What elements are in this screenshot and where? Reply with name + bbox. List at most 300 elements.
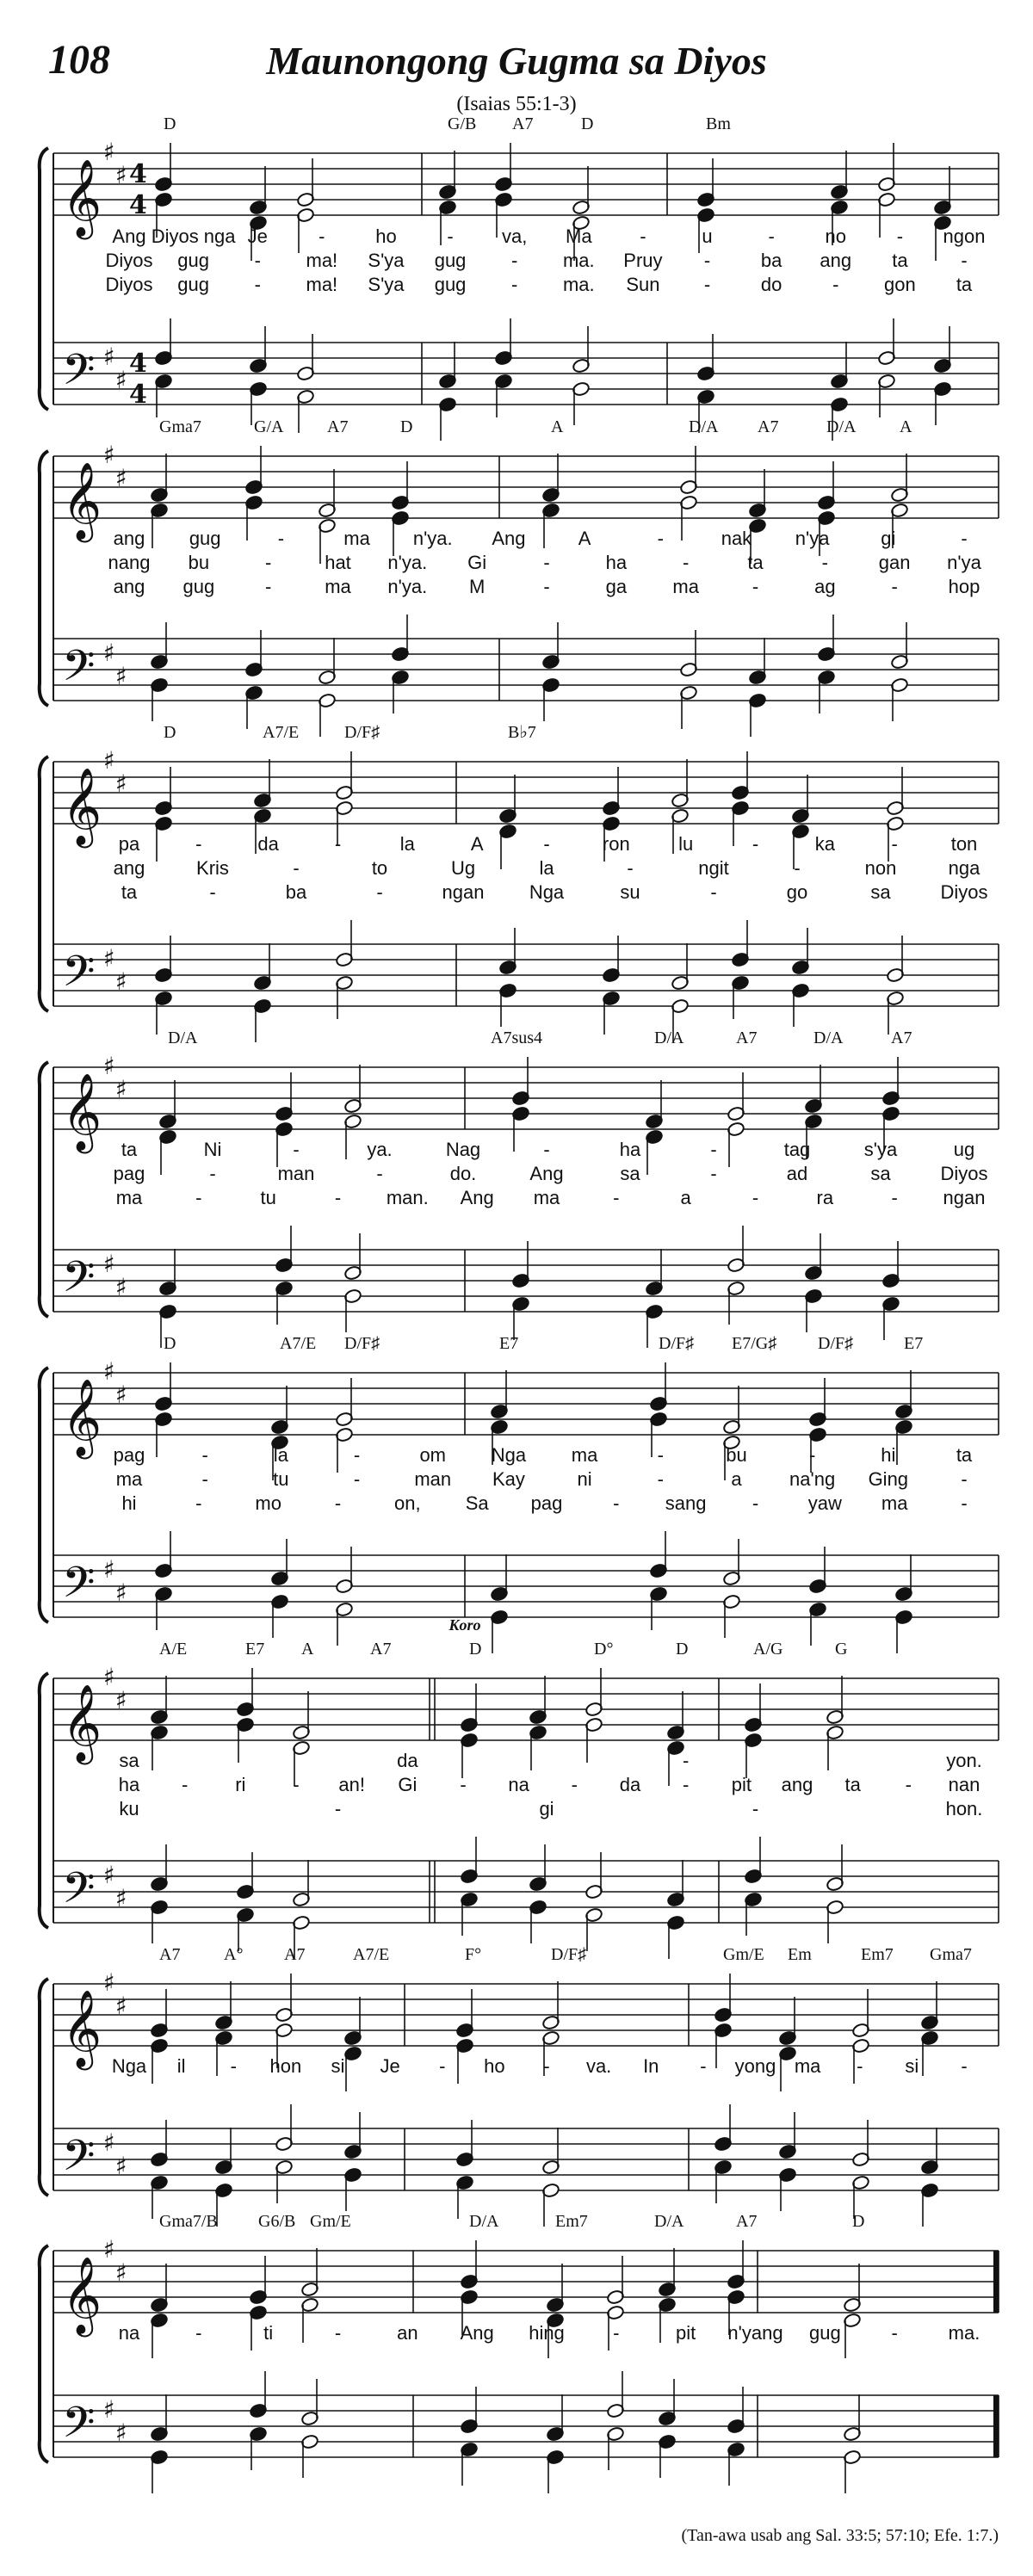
lyric-syllable: sang <box>665 1492 707 1514</box>
sharp-icon: ♯ <box>115 769 127 798</box>
lyric-hyphen: - <box>543 576 550 597</box>
treble-clef-icon: 𝄞 <box>62 1990 102 2067</box>
lyric-syllable: ha <box>605 552 628 573</box>
lyric-syllable: sa <box>119 1750 139 1771</box>
lyric-syllable: pag <box>530 1492 563 1514</box>
hymn-title: Maunongong Gugma sa Diyos <box>266 39 767 83</box>
time-signature: 4 <box>129 380 147 410</box>
lyric-syllable: tu <box>260 1187 276 1208</box>
lyric-syllable: ta <box>956 1444 973 1466</box>
chord-symbol: G/A <box>254 417 284 436</box>
lyric-syllable: gug <box>177 250 209 271</box>
lyric-syllable: Diyos <box>105 250 153 271</box>
lyric-syllable: gan <box>878 552 911 573</box>
lyric-syllable: non <box>864 857 897 879</box>
lyric-syllable: ma. <box>562 250 595 271</box>
lyric-hyphen: - <box>961 1492 968 1514</box>
lyric-syllable: Nag <box>445 1139 481 1160</box>
lyric-syllable: ya. <box>367 1139 393 1160</box>
lyric-syllable: ngan <box>442 881 485 903</box>
system-bracket <box>40 1368 48 1622</box>
lyric-syllable: Ang <box>492 528 526 549</box>
lyric-syllable: bu <box>726 1444 747 1466</box>
lyric-hyphen: - <box>657 528 664 549</box>
lyric-syllable: la <box>273 1444 288 1466</box>
chord-symbol: G6/B <box>258 2212 296 2231</box>
chord-symbol: D/A <box>813 1029 844 1047</box>
lyric-syllable: ngon <box>943 225 986 247</box>
lyric-syllable: ang <box>113 576 145 597</box>
sharp-icon: ♯ <box>115 662 127 690</box>
lyric-hyphen: - <box>293 1774 300 1795</box>
sharp-icon: ♯ <box>103 2395 115 2424</box>
chord-symbol: E7/G♯ <box>732 1334 777 1353</box>
system-bracket <box>40 2246 48 2462</box>
hymn-number: 108 <box>48 37 110 83</box>
lyric-syllable: Gi <box>467 552 487 573</box>
lyric-syllable: Pruy <box>623 250 663 271</box>
lyric-hyphen: - <box>961 1468 968 1490</box>
lyric-syllable: Gi <box>398 1774 418 1795</box>
lyric-syllable: A <box>578 528 591 549</box>
lyric-syllable: Ang <box>112 225 146 247</box>
lyric-syllable: man <box>414 1468 452 1490</box>
lyric-hyphen: - <box>511 274 518 295</box>
lyric-syllable: hop <box>948 576 980 597</box>
system-bracket <box>40 1062 48 1317</box>
sharp-icon: ♯ <box>103 639 115 667</box>
lyric-hyphen: - <box>613 1187 620 1208</box>
lyric-syllable: ta <box>844 1774 861 1795</box>
lyric-syllable: n'ya. <box>387 576 428 597</box>
chord-symbol: Gma7 <box>159 417 201 436</box>
treble-clef-icon: 𝄞 <box>62 2257 102 2334</box>
lyric-syllable: ag <box>814 576 836 597</box>
lyric-syllable: da <box>619 1774 641 1795</box>
sharp-icon: ♯ <box>103 441 115 469</box>
time-signature: 4 <box>129 349 147 379</box>
lyric-syllable: ma <box>672 576 699 597</box>
chord-symbol: D <box>164 723 176 742</box>
final-barline <box>993 2251 999 2313</box>
lyric-syllable: ka <box>814 833 835 855</box>
lyric-syllable: su <box>620 881 640 903</box>
lyric-syllable: hat <box>325 552 351 573</box>
sharp-icon: ♯ <box>103 1968 115 1997</box>
lyric-syllable: ma! <box>306 250 338 271</box>
lyric-syllable: tu <box>273 1468 289 1490</box>
lyric-syllable: ra <box>816 1187 834 1208</box>
lyric-syllable: n'ya <box>795 528 830 549</box>
sharp-icon: ♯ <box>103 1052 115 1080</box>
lyric-hyphen: - <box>254 250 261 271</box>
sharp-icon: ♯ <box>103 343 115 371</box>
lyric-syllable: an <box>397 2322 418 2344</box>
sharp-icon: ♯ <box>115 366 127 394</box>
lyric-syllable: sa <box>870 881 891 903</box>
lyric-syllable: si <box>905 2055 919 2077</box>
chord-symbol: A7 <box>891 1029 912 1047</box>
chord-symbol: D/A <box>168 1029 198 1047</box>
lyric-syllable: s'ya <box>863 1139 898 1160</box>
chord-symbol: A7/E <box>353 1945 390 1964</box>
chord-symbol: A7/E <box>280 1334 317 1353</box>
lyric-syllable: ta <box>956 274 973 295</box>
bass-clef-icon: 𝄢 <box>62 2398 96 2458</box>
lyric-syllable: nang <box>108 552 151 573</box>
lyric-syllable: ta <box>121 1139 138 1160</box>
bass-clef-icon: 𝄢 <box>62 1252 96 1313</box>
lyric-syllable: to <box>371 857 388 879</box>
sharp-icon: ♯ <box>115 464 127 492</box>
lyric-syllable: hon. <box>945 1798 983 1819</box>
chord-symbol: D/A <box>654 2212 684 2231</box>
lyric-syllable: na <box>118 2322 140 2344</box>
lyric-syllable: ang <box>113 528 145 549</box>
sharp-icon: ♯ <box>115 1884 127 1912</box>
lyric-hyphen: - <box>752 1492 759 1514</box>
sharp-icon: ♯ <box>115 1381 127 1409</box>
lyric-syllable: nan <box>948 1774 980 1795</box>
lyric-syllable: n'ya. <box>412 528 453 549</box>
lyric-syllable: ma <box>533 1187 560 1208</box>
lyric-hyphen: - <box>182 1774 189 1795</box>
lyric-syllable: hi <box>121 1492 137 1514</box>
lyric-syllable: ho <box>375 225 397 247</box>
sharp-icon: ♯ <box>103 138 115 166</box>
lyric-syllable: gon <box>884 274 916 295</box>
chord-symbol: Em7 <box>861 1945 894 1964</box>
chord-symbol: D <box>164 114 176 133</box>
lyric-syllable: n'ya. <box>387 552 428 573</box>
footer-references: (Tan-awa usab ang Sal. 33:5; 57:10; Efe. 1:7.) <box>681 2526 999 2545</box>
lyric-syllable: la <box>399 833 415 855</box>
chord-symbol: Bm <box>706 114 731 133</box>
lyric-hyphen: - <box>195 1187 202 1208</box>
lyric-syllable: la <box>539 857 554 879</box>
chord-symbol: D <box>164 1334 176 1353</box>
lyric-syllable: ang <box>820 250 852 271</box>
lyric-syllable: do. <box>449 1163 477 1184</box>
lyric-syllable: gi <box>881 528 896 549</box>
lyric-syllable: Ang <box>460 2322 494 2344</box>
lyric-hyphen: - <box>334 1492 342 1514</box>
lyric-syllable: ma. <box>562 274 595 295</box>
sharp-icon: ♯ <box>103 1663 115 1691</box>
chord-symbol: D <box>400 417 413 436</box>
lyric-syllable: Diyos <box>940 881 988 903</box>
chord-symbol: G <box>835 1640 848 1659</box>
lyric-syllable: gug <box>177 274 209 295</box>
lyric-hyphen: - <box>293 857 300 879</box>
chord-symbol: B♭7 <box>508 723 536 742</box>
lyric-syllable: n'yang <box>727 2322 783 2344</box>
chord-symbol: D/A <box>689 417 719 436</box>
lyric-syllable: a <box>731 1468 742 1490</box>
lyric-syllable: tag <box>783 1139 811 1160</box>
lyric-hyphen: - <box>821 552 828 573</box>
lyric-syllable: ni <box>577 1468 592 1490</box>
lyric-hyphen: - <box>543 833 550 855</box>
lyric-syllable: Ma <box>566 225 592 247</box>
lyric-syllable: gug <box>434 274 467 295</box>
lyric-hyphen: - <box>209 1163 216 1184</box>
lyric-hyphen: - <box>613 2322 620 2344</box>
lyric-syllable: va, <box>502 225 528 247</box>
chord-symbol: A7 <box>758 417 779 436</box>
lyric-hyphen: - <box>334 833 342 855</box>
chord-symbol: Gm/E <box>310 2212 351 2231</box>
lyric-syllable: ngit <box>698 857 729 879</box>
sharp-icon: ♯ <box>103 944 115 973</box>
lyric-hyphen: - <box>353 1468 361 1490</box>
lyric-syllable: hon <box>269 2055 302 2077</box>
treble-clef-icon: 𝄞 <box>62 1684 102 1762</box>
lyric-syllable: na <box>508 1774 529 1795</box>
chord-symbol: F° <box>465 1945 482 1964</box>
sharp-icon: ♯ <box>115 1686 127 1714</box>
lyric-hyphen: - <box>543 552 550 573</box>
time-signature: 4 <box>129 190 147 220</box>
lyric-syllable: ba <box>760 250 782 271</box>
system-5 <box>40 1334 999 1653</box>
lyric-syllable: ma <box>343 528 370 549</box>
lyric-syllable: pit <box>731 1774 752 1795</box>
bass-clef-icon: 𝄢 <box>62 1863 96 1924</box>
chord-symbol: Gma7 <box>930 1945 972 1964</box>
final-barline <box>993 2395 999 2457</box>
chord-symbol: A7sus4 <box>491 1029 543 1047</box>
lyric-syllable: ma! <box>306 274 338 295</box>
chord-symbol: Gm/E <box>723 1945 764 1964</box>
lyric-syllable: u <box>702 225 713 247</box>
lyric-hyphen: - <box>353 1444 361 1466</box>
lyric-syllable: Nga <box>529 881 565 903</box>
lyric-syllable: pit <box>676 2322 696 2344</box>
sharp-icon: ♯ <box>115 1075 127 1103</box>
treble-clef-icon: 𝄞 <box>62 1379 102 1456</box>
chord-symbol: E7 <box>904 1334 924 1353</box>
lyric-hyphen: - <box>683 1774 690 1795</box>
lyric-hyphen: - <box>752 1187 759 1208</box>
lyric-syllable: ma <box>571 1444 598 1466</box>
lyric-syllable: on, <box>394 1492 421 1514</box>
lyric-hyphen: - <box>334 1798 342 1819</box>
lyric-syllable: Ug <box>450 857 476 879</box>
lyric-hyphen: - <box>334 2322 342 2344</box>
system-8 <box>40 2212 999 2493</box>
chord-symbol: Em7 <box>555 2212 588 2231</box>
chord-symbol: D <box>676 1640 689 1659</box>
sharp-icon: ♯ <box>103 1357 115 1386</box>
lyric-syllable: yon. <box>946 1750 982 1771</box>
lyric-hyphen: - <box>832 274 839 295</box>
lyric-syllable: M <box>469 576 486 597</box>
lyric-syllable: va. <box>585 2055 612 2077</box>
lyric-syllable: gug <box>189 528 221 549</box>
lyric-hyphen: - <box>209 881 216 903</box>
system-6 <box>40 1616 999 1959</box>
section-label: Koro <box>448 1616 481 1634</box>
lyric-syllable: ha <box>118 1774 140 1795</box>
chord-symbol: D/A <box>654 1029 684 1047</box>
lyric-hyphen: - <box>961 250 968 271</box>
chord-symbol: A° <box>224 1945 244 1964</box>
lyric-syllable: n'ya <box>947 552 981 573</box>
lyric-syllable: Ni <box>203 1139 222 1160</box>
lyric-hyphen: - <box>700 2055 707 2077</box>
lyric-hyphen: - <box>752 576 759 597</box>
lyric-syllable: ang <box>781 1774 813 1795</box>
lyric-hyphen: - <box>627 857 634 879</box>
lyric-syllable: ba <box>285 881 307 903</box>
lyric-syllable: om <box>419 1444 447 1466</box>
lyric-syllable: sa <box>620 1163 640 1184</box>
lyric-syllable: gug <box>808 2322 841 2344</box>
lyric-syllable: na'ng <box>789 1468 836 1490</box>
chord-symbol: A <box>301 1640 314 1659</box>
chord-symbol: A <box>900 417 912 436</box>
chord-symbol: G/B <box>448 114 477 133</box>
lyric-hyphen: - <box>201 1468 208 1490</box>
lyric-hyphen: - <box>460 1774 467 1795</box>
lyric-syllable: In <box>643 2055 659 2077</box>
chord-symbol: A7 <box>736 2212 758 2231</box>
lyric-hyphen: - <box>195 833 202 855</box>
chord-symbol: D/F♯ <box>659 1334 695 1353</box>
system-3 <box>40 723 999 1042</box>
lyric-syllable: a <box>680 1187 691 1208</box>
treble-clef-icon: 𝄞 <box>62 768 102 845</box>
lyric-syllable: yaw <box>807 1492 842 1514</box>
chord-symbol: A7 <box>159 1945 181 1964</box>
lyric-syllable: ma <box>881 1492 908 1514</box>
sharp-icon: ♯ <box>103 1555 115 1584</box>
lyric-syllable: mo <box>255 1492 281 1514</box>
lyric-syllable: ti <box>263 2322 274 2344</box>
sharp-icon: ♯ <box>103 1861 115 1889</box>
lyric-syllable: Je <box>247 225 268 247</box>
lyric-hyphen: - <box>571 1774 578 1795</box>
lyric-syllable: ha <box>619 1139 641 1160</box>
lyric-hyphen: - <box>201 1444 208 1466</box>
lyric-syllable: pag <box>113 1444 145 1466</box>
sharp-icon: ♯ <box>103 1250 115 1278</box>
time-signature: 4 <box>129 159 147 189</box>
chord-symbol: A7 <box>284 1945 306 1964</box>
lyric-syllable: Ang <box>460 1187 494 1208</box>
lyric-syllable: il <box>176 2055 186 2077</box>
lyric-syllable: ma <box>115 1468 143 1490</box>
lyric-syllable: gi <box>539 1798 554 1819</box>
lyric-syllable: ta <box>892 250 908 271</box>
lyric-hyphen: - <box>683 552 690 573</box>
lyric-syllable: A <box>470 833 484 855</box>
lyric-syllable: ad <box>786 1163 808 1184</box>
lyric-syllable: Diyos <box>940 1163 988 1184</box>
lyric-syllable: Sun <box>626 274 660 295</box>
lyric-hyphen: - <box>511 250 518 271</box>
system-bracket <box>40 451 48 706</box>
lyric-syllable: Nga <box>111 2055 147 2077</box>
chord-symbol: D° <box>594 1640 614 1659</box>
lyric-hyphen: - <box>752 833 759 855</box>
lyric-hyphen: - <box>961 2055 968 2077</box>
sharp-icon: ♯ <box>115 2258 127 2287</box>
lyric-hyphen: - <box>195 1492 202 1514</box>
lyric-syllable: ma <box>115 1187 143 1208</box>
lyric-syllable: ta <box>747 552 764 573</box>
system-bracket <box>40 757 48 1011</box>
lyric-syllable: Ging <box>868 1468 909 1490</box>
chord-symbol: D/F♯ <box>818 1334 854 1353</box>
chord-symbol: A <box>551 417 564 436</box>
lyric-hyphen: - <box>905 1774 912 1795</box>
chord-symbol: D <box>469 1640 482 1659</box>
lyric-syllable: man. <box>386 1187 429 1208</box>
lyric-hyphen: - <box>896 225 904 247</box>
chord-symbol: Em <box>788 1945 812 1964</box>
lyric-hyphen: - <box>439 2055 446 2077</box>
chord-symbol: A7 <box>327 417 349 436</box>
lyric-syllable: man <box>277 1163 315 1184</box>
lyric-syllable: ngan <box>943 1187 986 1208</box>
lyric-hyphen: - <box>543 1139 550 1160</box>
sharp-icon: ♯ <box>115 1273 127 1301</box>
lyric-hyphen: - <box>657 1444 664 1466</box>
chord-symbol: D/F♯ <box>344 1334 380 1353</box>
lyric-hyphen: - <box>891 2322 898 2344</box>
lyric-hyphen: - <box>961 528 968 549</box>
system-7 <box>40 1945 999 2227</box>
lyric-syllable: ho <box>484 2055 505 2077</box>
lyric-hyphen: - <box>808 1444 816 1466</box>
chord-symbol: D <box>581 114 594 133</box>
lyric-syllable: pag <box>113 1163 145 1184</box>
system-2 <box>40 417 999 737</box>
sharp-icon: ♯ <box>115 161 127 189</box>
lyric-syllable: ku <box>119 1798 139 1819</box>
lyric-hyphen: - <box>293 1139 300 1160</box>
lyric-syllable: nga <box>948 857 980 879</box>
lyric-syllable: Kris <box>196 857 229 879</box>
chord-symbol: A7 <box>370 1640 392 1659</box>
lyric-syllable: Nga <box>491 1444 527 1466</box>
lyric-syllable: ron <box>602 833 630 855</box>
lyric-hyphen: - <box>195 2322 202 2344</box>
lyric-hyphen: - <box>640 225 646 247</box>
sharp-icon: ♯ <box>115 967 127 996</box>
lyric-syllable: hi <box>881 1444 896 1466</box>
lyric-hyphen: - <box>710 1163 717 1184</box>
lyric-hyphen: - <box>710 881 717 903</box>
bass-clef-icon: 𝄢 <box>62 345 96 405</box>
bass-clef-icon: 𝄢 <box>62 947 96 1007</box>
lyric-syllable: ga <box>605 576 628 597</box>
lyric-hyphen: - <box>254 274 261 295</box>
lyric-hyphen: - <box>891 1187 898 1208</box>
sharp-icon: ♯ <box>115 1578 127 1607</box>
lyric-syllable: pa <box>118 833 140 855</box>
lyric-syllable: do <box>760 274 782 295</box>
lyric-syllable: Diyos <box>105 274 153 295</box>
bass-clef-icon: 𝄢 <box>62 2131 96 2191</box>
lyric-hyphen: - <box>857 2055 863 2077</box>
treble-clef-icon: 𝄞 <box>62 462 102 540</box>
lyric-syllable: yong <box>734 2055 776 2077</box>
lyric-hyphen: - <box>703 250 711 271</box>
lyric-syllable: ma <box>794 2055 821 2077</box>
